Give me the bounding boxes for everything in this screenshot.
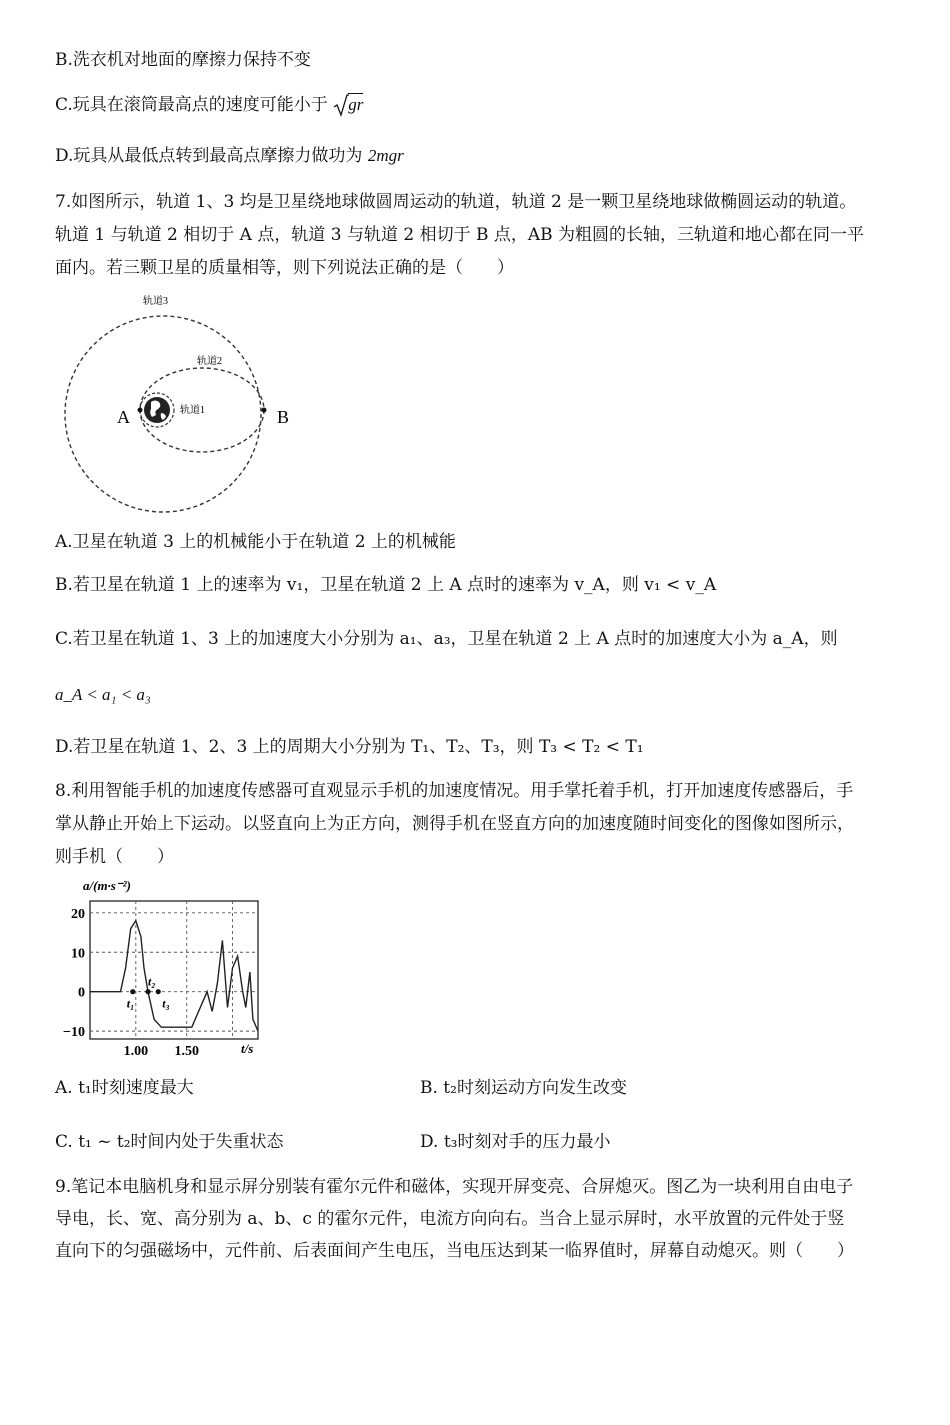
marker-dot — [130, 989, 135, 994]
question-8-line-3: 则手机（ ） — [55, 847, 174, 867]
y-tick-label: 10 — [71, 946, 85, 962]
label-orbit3: 轨道3 — [143, 296, 168, 307]
question-8-line-2: 掌从静止开始上下运动。以竖直向上为正方向，测得手机在竖直方向的加速度随时间变化的图像如图所示， — [55, 814, 854, 834]
option-6b: B.洗衣机对地面的摩擦力保持不变 — [55, 50, 311, 70]
x-tick-label: 1.50 — [174, 1044, 199, 1059]
y-tick-label: −10 — [63, 1025, 85, 1041]
label-a: A — [117, 407, 130, 427]
option-8d: D. t₃时刻对手的压力最小 — [420, 1132, 611, 1152]
x-axis-label: t/s — [241, 1041, 254, 1056]
option-7c-line-2: a_A < a₁ < a₃ — [55, 685, 151, 704]
option-8a: A. t₁时刻速度最大 — [55, 1078, 194, 1098]
option-7c-line-1: C.若卫星在轨道 1、3 上的加速度大小分别为 a₁、a₃，卫星在轨道 2 上 A 点时的加速度大小为 a_A，则 — [55, 629, 838, 649]
label-orbit1: 轨道1 — [180, 405, 205, 416]
question-7-line-2: 轨道 1 与轨道 2 相切于 A 点，轨道 3 与轨道 2 相切于 B 点，AB 为粗圆的长轴，三轨道和地心都在同一平 — [55, 225, 865, 245]
marker-label: t₁ — [126, 996, 135, 1011]
option-7a: A.卫星在轨道 3 上的机械能小于在轨道 2 上的机械能 — [55, 532, 456, 552]
x-tick-label: 1.00 — [123, 1044, 149, 1059]
option-8b: B. t₂时刻运动方向发生改变 — [420, 1078, 627, 1098]
label-orbit2: 轨道2 — [197, 356, 222, 367]
orbit-figure — [55, 292, 305, 514]
option-8c: C. t₁ ~ t₂时间内处于失重状态 — [55, 1132, 284, 1152]
point-a-dot — [138, 408, 143, 413]
option-7d: D.若卫星在轨道 1、2、3 上的周期大小分别为 T₁、T₂、T₃，则 T₃ < T₂ < T₁ — [55, 737, 644, 757]
option-6c: C.玩具在滚筒最高点的速度可能小于 gr — [55, 95, 364, 115]
point-b-dot — [262, 408, 267, 413]
option-6d: D.玩具从最低点转到最高点摩擦力做功为 2mgr — [55, 146, 404, 166]
marker-label: t₂ — [148, 974, 156, 989]
question-7-line-3: 面内。若三颗卫星的质量相等，则下列说法正确的是（ ） — [55, 258, 514, 278]
sqrt-sign-icon — [333, 93, 349, 117]
question-7-line-1: 7.如图所示，轨道 1、3 均是卫星绕地球做圆周运动的轨道，轨道 2 是一颗卫星绕地球做椭圆运动的轨道。 — [55, 192, 857, 212]
question-8-line-1: 8.利用智能手机的加速度传感器可直观显示手机的加速度情况。用手掌托着手机，打开加速度传感器后，手 — [55, 781, 854, 801]
acceleration-chart — [55, 875, 270, 1060]
marker-label: t₃ — [162, 996, 170, 1011]
question-9-line-3: 直向下的匀强磁场中，元件前、后表面间产生电压，当电压达到某一临界值时，屏幕自动熄灭。则（ ） — [55, 1241, 854, 1261]
marker-dot — [156, 989, 161, 994]
y-axis-label: a/(m·s⁻²) — [83, 878, 131, 893]
y-tick-label: 20 — [71, 906, 85, 922]
label-b: B — [277, 407, 290, 427]
question-9-line-1: 9.笔记本电脑机身和显示屏分别装有霍尔元件和磁体，实现开屏变亮、合屏熄灭。图乙为一块利用自由电子 — [55, 1177, 854, 1197]
y-tick-label: 0 — [78, 985, 85, 1001]
option-7b: B.若卫星在轨道 1 上的速率为 v₁，卫星在轨道 2 上 A 点时的速率为 v_A，则 v₁ < v_A — [55, 575, 717, 595]
question-9-line-2: 导电，长、宽、高分别为 a、b、c 的霍尔元件，电流方向向右。当合上显示屏时，水平放置的元件处于竖 — [55, 1209, 845, 1229]
marker-dot — [145, 989, 150, 994]
